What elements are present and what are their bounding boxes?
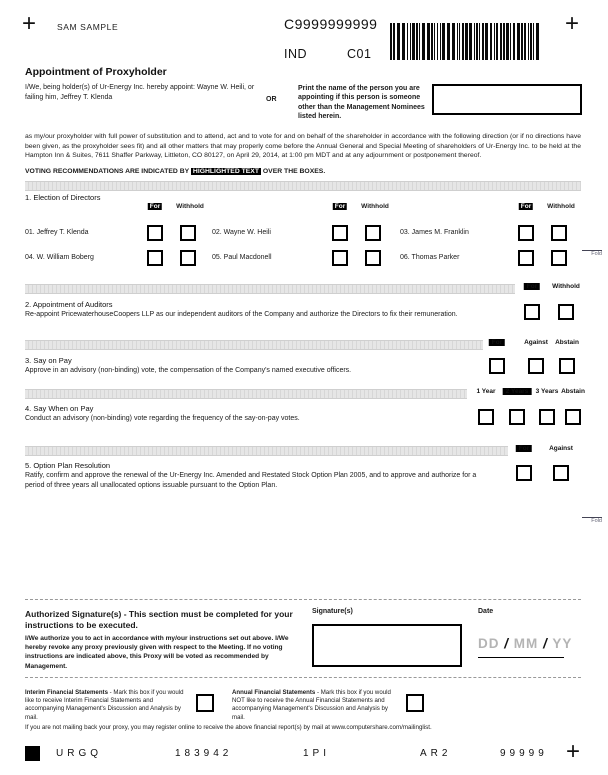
say-on-pay-against-label: Against (524, 339, 548, 346)
section-4-title: 4. Say When on Pay (25, 404, 94, 413)
signature-heading: Authorized Signature(s) - This section must be completed for your instructions to be executed. (25, 609, 293, 631)
nominee-02-label: 02. Wayne W. Heili (212, 229, 271, 236)
nominee-01-for-checkbox[interactable] (147, 225, 163, 241)
date-mm-placeholder: MM (513, 636, 539, 651)
or-label: OR (266, 96, 277, 103)
auditors-options-bar (0, 284, 608, 294)
section-2-body: Re-appoint PricewaterhouseCoopers LLP as our independent auditors of the Company and authorize the Directors to fix their remuneration. (25, 311, 458, 318)
annual-statements-body: - Mark this box if you would NOT like to receive the Annual Financial Statements and accompanying Management's Discussion and Analysis by mail. (232, 689, 391, 721)
interim-statements-text (25, 689, 188, 722)
registration-mark-bottom-right: + (566, 738, 581, 765)
auditors-withhold-checkbox[interactable] (558, 304, 574, 320)
footer-code-meeting: AR2 (420, 748, 452, 759)
say-when-1-year-checkbox[interactable] (478, 409, 494, 425)
say-on-pay-for-checkbox[interactable] (489, 358, 505, 374)
separator-bar (25, 446, 508, 456)
registration-mark-top-left: + (22, 10, 37, 37)
section-1-title: 1. Election of Directors (25, 193, 101, 202)
nominee-05-label: 05. Paul Macdonell (212, 254, 272, 261)
voting-note-highlight: HIGHLIGHTED TEXT (192, 168, 259, 175)
nominee-04-withhold-checkbox[interactable] (180, 250, 196, 266)
section-2-title: 2. Appointment of Auditors (25, 300, 113, 309)
say-on-pay-abstain-label: Abstain (555, 339, 579, 346)
say-when-abstain-checkbox[interactable] (565, 409, 581, 425)
withhold-header-col2: Withhold (361, 203, 389, 210)
say-when-2-years-label: 2 Years (503, 388, 532, 395)
say-when-3-years-checkbox[interactable] (539, 409, 555, 425)
signature-input-box[interactable] (312, 624, 462, 667)
perforation-line-top (25, 599, 581, 600)
nominee-06-label: 06. Thomas Parker (400, 254, 460, 261)
mailing-list-note: If you are not mailing back your proxy, you may register online to receive the above financial report(s) by mail at www.computershare.com/mailinglist. (25, 724, 432, 731)
say-when-3-years-label: 3 Years (535, 388, 559, 395)
section-3-body: Approve in an advisory (non-binding) vote, the compensation of the Company's named executive officers. (25, 367, 352, 374)
separator-bar (25, 284, 515, 294)
date-underline (478, 657, 564, 658)
appointment-title: Appointment of Proxyholder (25, 66, 167, 78)
voting-note-suffix: OVER THE BOXES. (261, 168, 326, 175)
section-4-body: Conduct an advisory (non-binding) vote regarding the frequency of the say-on-pay votes. (25, 415, 300, 422)
option-plan-for-checkbox[interactable] (516, 465, 532, 481)
scan-anchor-square (25, 746, 40, 761)
nominee-03-withhold-checkbox[interactable] (551, 225, 567, 241)
nominee-04-label: 04. W. William Boberg (25, 254, 94, 261)
for-header-col2: For (334, 203, 346, 210)
perforation-line-bottom (25, 677, 581, 678)
registration-mark-top-right: + (565, 10, 580, 37)
say-on-pay-options-bar (0, 340, 608, 350)
option-plan-against-checkbox[interactable] (553, 465, 569, 481)
nominee-03-label: 03. James M. Franklin (400, 229, 469, 236)
annual-statements-text (232, 689, 400, 722)
nominee-01-withhold-checkbox[interactable] (180, 225, 196, 241)
date-separator-2: / (543, 636, 548, 651)
class-code: C01 (347, 47, 372, 61)
interim-statements-checkbox[interactable] (196, 694, 214, 712)
for-header-col1: For (149, 203, 161, 210)
date-yy-placeholder: YY (552, 636, 573, 651)
alternate-proxy-note: Print the name of the person you are appointing if this person is someone other than the Management Nominees listed herein. (298, 85, 425, 121)
alternate-proxy-name-input[interactable] (432, 84, 582, 115)
proxy-preamble: as my/our proxyholder with full power of substitution and to attend, act and to vote for and on behalf of the shareholder in accordance with the following direction (or if no directions have been given, as the proxyholder sees fit) and all other matters that may properly come before the Annual General and Special Meeting of shareholders of Ur-Energy Inc. to be held at the Hampton Inn & Suites, 7611 Shaffer Parkway, Littleton, CO 80127, on April 29, 2014, at 1:00 pm MDT and at any adjournment or postponement thereof. (25, 133, 581, 160)
nominee-01-label: 01. Jeffrey T. Klenda (25, 229, 89, 236)
nominee-03-for-checkbox[interactable] (518, 225, 534, 241)
section-3-title: 3. Say on Pay (25, 356, 72, 365)
option-plan-against-label: Against (549, 445, 573, 452)
say-when-abstain-label: Abstain (561, 388, 585, 395)
date-field[interactable] (478, 636, 572, 651)
recipient-name: SAM SAMPLE (57, 22, 119, 32)
say-when-2-years-checkbox[interactable] (509, 409, 525, 425)
nominee-02-withhold-checkbox[interactable] (365, 225, 381, 241)
withhold-header-col1: Withhold (176, 203, 204, 210)
auditors-for-checkbox[interactable] (524, 304, 540, 320)
section-5-title: 5. Option Plan Resolution (25, 461, 111, 470)
section-5-body: Ratify, confirm and approve the renewal of the Ur-Energy Inc. Amended and Restated Stock Option Plan 2005, and to approve and authorize for a period of three years all unallocated options issuable pursuant to the Option Plan. (25, 472, 477, 489)
annual-statements-checkbox[interactable] (406, 694, 424, 712)
date-label: Date (478, 608, 494, 615)
interim-statements-title: Interim Financial Statements (25, 689, 108, 696)
fold-mark-2: Fold (582, 517, 602, 526)
say-on-pay-against-checkbox[interactable] (528, 358, 544, 374)
separator-bar (25, 181, 581, 191)
nominee-05-for-checkbox[interactable] (332, 250, 348, 266)
auditors-withhold-label: Withhold (552, 283, 580, 290)
for-header-col3: For (520, 203, 532, 210)
signature-body: I/We authorize you to act in accordance with my/our instructions set out above. I/We hereby revoke any proxy previously given with respect to the Meeting. If no voting instructions are indicated above, this Proxy will be voted as recommended by Management. (25, 635, 289, 670)
date-separator-1: / (504, 636, 510, 651)
holder-type-code: IND (284, 47, 308, 61)
separator-bar (25, 389, 467, 399)
option-plan-for-label: For (516, 445, 532, 452)
separator-bar (25, 340, 483, 350)
nominee-02-for-checkbox[interactable] (332, 225, 348, 241)
footer-code-type: 1PI (303, 748, 331, 759)
nominee-04-for-checkbox[interactable] (147, 250, 163, 266)
interim-statements-body: - Mark this box if you would like to receive Interim Financial Statements and accompanying Management's Discussion and Analysis by mail. (25, 689, 184, 721)
voting-note-prefix: VOTING RECOMMENDATIONS ARE INDICATED BY (25, 168, 191, 175)
annual-statements-title: Annual Financial Statements (232, 689, 316, 696)
nominee-06-for-checkbox[interactable] (518, 250, 534, 266)
auditors-for-label: For (524, 283, 540, 290)
fold-mark-1: Fold (582, 250, 602, 259)
withhold-header-col3: Withhold (547, 203, 575, 210)
account-number: C9999999999 (284, 16, 378, 32)
voting-recommendations-note (25, 168, 325, 175)
footer-code-control: 99999 (500, 748, 548, 759)
director-column-headers (0, 203, 608, 215)
footer-code-company: URGQ (56, 748, 102, 759)
barcode (390, 23, 542, 60)
signature-label: Signature(s) (312, 608, 353, 615)
footer-code-sequence: 183942 (175, 748, 233, 759)
say-when-1-year-label: 1 Year (476, 388, 496, 395)
say-on-pay-abstain-checkbox[interactable] (559, 358, 575, 374)
say-when-on-pay-options-bar (0, 389, 608, 399)
option-plan-options-bar (0, 446, 608, 456)
appointment-body: I/We, being holder(s) of Ur-Energy Inc. hereby appoint: Wayne W. Heili, or failing him, Jeffrey T. Klenda (25, 84, 255, 101)
date-dd-placeholder: DD (478, 636, 500, 651)
nominee-06-withhold-checkbox[interactable] (551, 250, 567, 266)
nominee-05-withhold-checkbox[interactable] (365, 250, 381, 266)
say-on-pay-for-label: For (489, 339, 505, 346)
